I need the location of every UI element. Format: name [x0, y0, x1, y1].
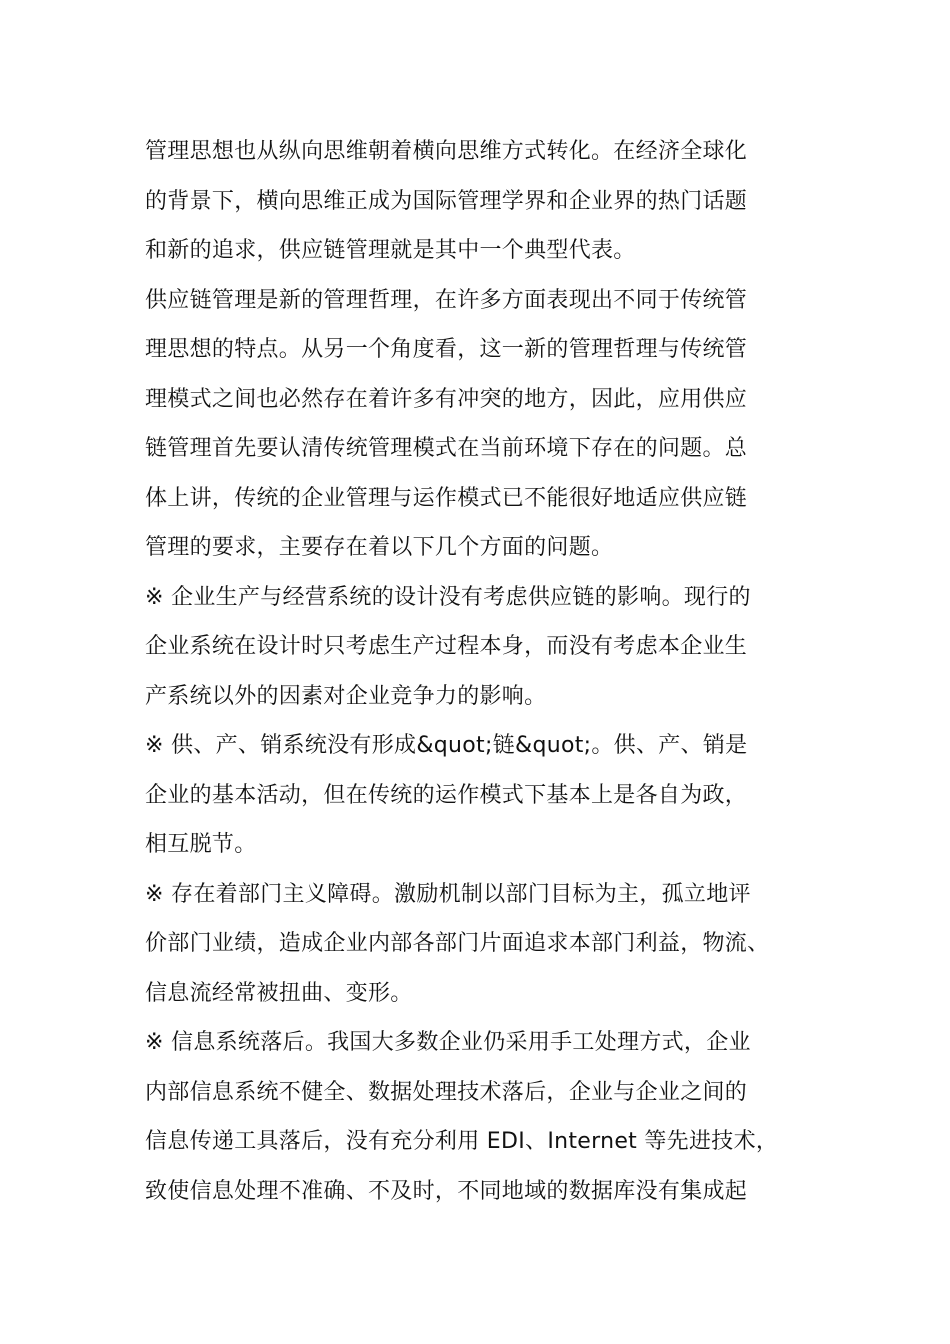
text-line: 的背景下，横向思维正成为国际管理学界和企业界的热门话题 [145, 188, 748, 214]
text-line: 产系统以外的因素对企业竞争力的影响。 [145, 683, 547, 709]
paragraph-3 [145, 573, 825, 722]
text-line: 价部门业绩，造成企业内部各部门片面追求本部门利益，物流、 [145, 931, 770, 956]
text-line: ※ 存在着部门主义障碍。激励机制以部门目标为主，孤立地评 [145, 881, 751, 907]
text-line: 理模式之间也必然存在着许多有冲突的地方，因此，应用供应 [145, 386, 748, 412]
text-line: 管理思想也从纵向思维朝着横向思维方式转化。在经济全球化 [145, 139, 748, 164]
text-line: 企业的基本活动，但在传统的运作模式下基本上是各自为政， [145, 782, 748, 808]
paragraph-2 [145, 276, 825, 573]
text-line: 管理的要求，主要存在着以下几个方面的问题。 [145, 535, 614, 560]
paragraph-4 [145, 721, 825, 870]
text-line: 链管理首先要认清传统管理模式在当前环境下存在的问题。总 [145, 436, 748, 461]
text-line: 相互脱节。 [145, 832, 257, 857]
text-line: 信息传递工具落后，没有充分利用 EDI、Internet 等先进技术， [145, 1129, 779, 1154]
text-line: 信息流经常被扭曲、变形。 [145, 980, 413, 1006]
paragraph-1 [145, 127, 825, 276]
text-line: 内部信息系统不健全、数据处理技术落后，企业与企业之间的 [145, 1079, 748, 1105]
body-text [145, 127, 825, 1216]
text-line: 企业系统在设计时只考虑生产过程本身，而没有考虑本企业生 [145, 634, 748, 659]
paragraph-5 [145, 870, 825, 1019]
text-line: ※ 企业生产与经营系统的设计没有考虑供应链的影响。现行的 [145, 584, 751, 610]
paragraph-6 [145, 1018, 825, 1216]
text-line: 体上讲，传统的企业管理与运作模式已不能很好地适应供应链 [145, 485, 748, 511]
text-line: 和新的追求，供应链管理就是其中一个典型代表。 [145, 238, 636, 263]
text-line: ※ 供、产、销系统没有形成&quot;链&quot;。供、产、销是 [145, 733, 748, 758]
text-line: ※ 信息系统落后。我国大多数企业仍采用手工处理方式，企业 [145, 1030, 751, 1055]
text-line: 致使信息处理不准确、不及时，不同地域的数据库没有集成起 [145, 1178, 748, 1204]
text-line: 供应链管理是新的管理哲理，在许多方面表现出不同于传统管 [145, 287, 748, 313]
text-line: 理思想的特点。从另一个角度看，这一新的管理哲理与传统管 [145, 337, 748, 362]
